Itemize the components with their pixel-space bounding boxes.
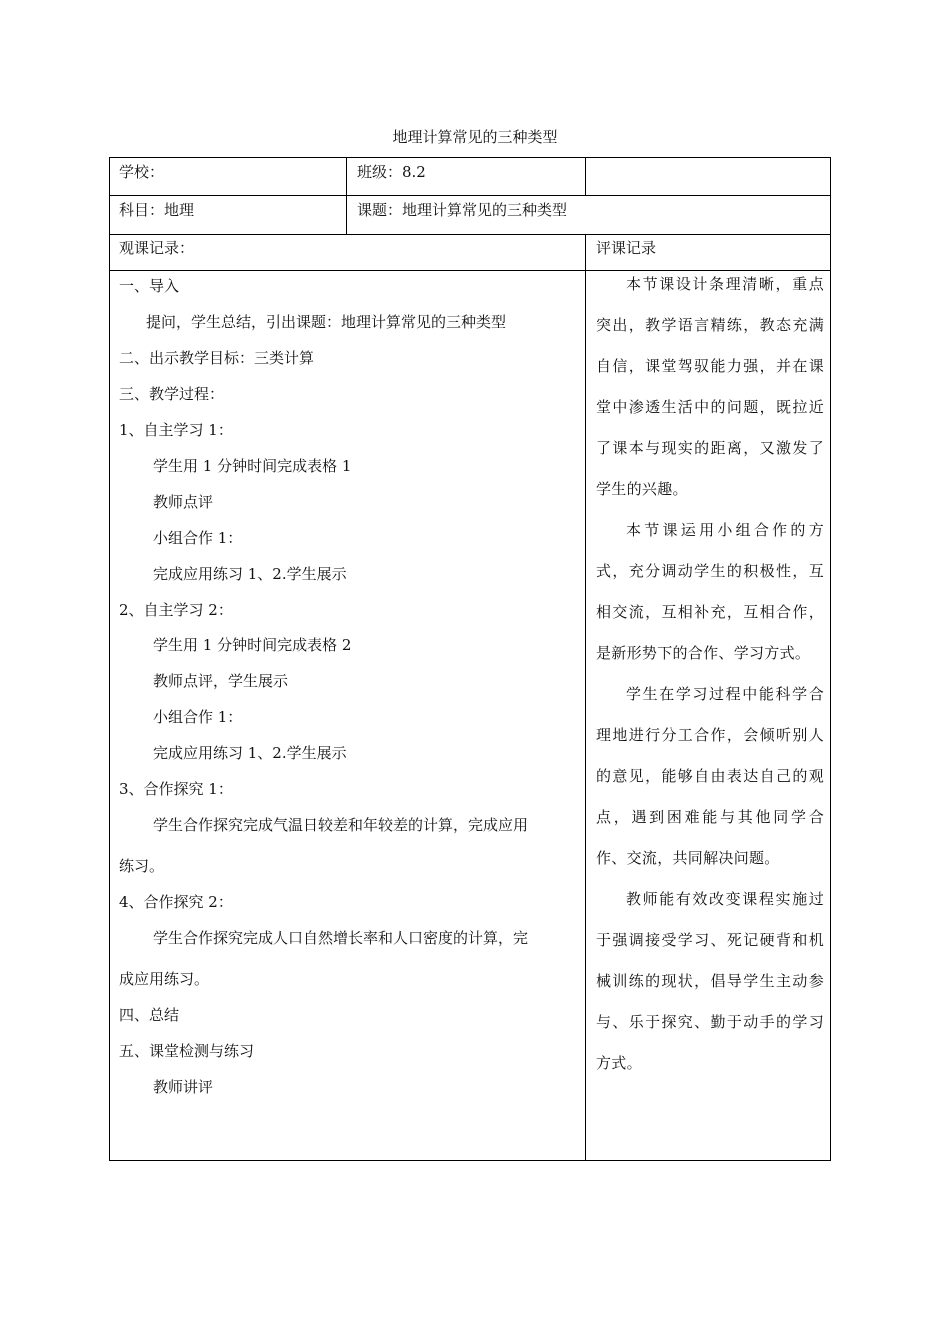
review-record-heading: 评课记录 — [596, 239, 657, 257]
observation-line: 教师讲评 — [153, 1078, 214, 1096]
observation-line: 1、自主学习 1： — [119, 421, 233, 439]
document-title: 地理计算常见的三种类型 — [392, 128, 558, 146]
observation-line: 2、自主学习 2： — [119, 601, 233, 619]
observation-line: 提问，学生总结，引出课题：地理计算常见的三种类型 — [146, 313, 507, 331]
row-divider — [109, 234, 831, 235]
observation-line: 四、总结 — [119, 1006, 180, 1024]
review-paragraph: 学生在学习过程中能科学合理地进行分工合作，会倾听别人的意见，能够自由表达自己的观点，遇到困难能与其他同学合作、交流，共同解决问题。 — [596, 685, 824, 867]
review-paragraph: 教师能有效改变课程实施过于强调接受学习、死记硬背和机械训练的现状，倡导学生主动参与、乐于探究、勤于动手的学习方式。 — [596, 890, 824, 1072]
observation-line: 一、导入 — [119, 277, 180, 295]
subject-cell: 科目：地理 — [119, 201, 195, 219]
observation-record-heading: 观课记录： — [119, 239, 195, 257]
observation-line: 学生用 1 分钟时间完成表格 1 — [153, 457, 352, 475]
column-divider — [585, 157, 586, 196]
observation-line: 三、教学过程： — [119, 385, 225, 403]
observation-line: 五、课堂检测与练习 — [119, 1042, 255, 1060]
review-paragraph: 本节课运用小组合作的方式，充分调动学生的积极性，互相交流，互相补充，互相合作，是新形势下的合作、学习方式。 — [596, 521, 824, 662]
observation-line: 3、合作探究 1： — [119, 780, 233, 798]
observation-line: 教师点评，学生展示 — [153, 672, 289, 690]
observation-line: 练习。 — [119, 857, 165, 875]
observation-line: 学生合作探究完成人口自然增长率和人口密度的计算，完 — [153, 929, 529, 947]
column-divider — [346, 157, 347, 235]
observation-line: 小组合作 1： — [153, 708, 243, 726]
observation-line: 4、合作探究 2： — [119, 893, 233, 911]
observation-line: 学生用 1 分钟时间完成表格 2 — [153, 636, 352, 654]
school-cell: 学校： — [119, 163, 165, 181]
observation-line: 教师点评 — [153, 493, 214, 511]
column-divider — [585, 234, 586, 1161]
observation-line: 二、出示教学目标：三类计算 — [119, 349, 315, 367]
observation-line: 学生合作探究完成气温日较差和年较差的计算，完成应用 — [153, 816, 529, 834]
topic-cell: 课题：地理计算常见的三种类型 — [357, 201, 568, 219]
review-paragraph: 本节课设计条理清晰，重点突出，教学语言精练，教态充满自信，课堂驾驭能力强，并在课堂中渗透生活中的问题，既拉近了课本与现实的距离，又激发了学生的兴趣。 — [596, 275, 824, 498]
review-record-body — [596, 264, 824, 1084]
observation-line: 完成应用练习 1、2.学生展示 — [153, 744, 347, 762]
class-cell: 班级：8.2 — [357, 163, 426, 181]
observation-line: 小组合作 1： — [153, 529, 243, 547]
observation-line: 成应用练习。 — [119, 970, 210, 988]
observation-line: 完成应用练习 1、2.学生展示 — [153, 565, 347, 583]
row-divider — [109, 195, 831, 196]
